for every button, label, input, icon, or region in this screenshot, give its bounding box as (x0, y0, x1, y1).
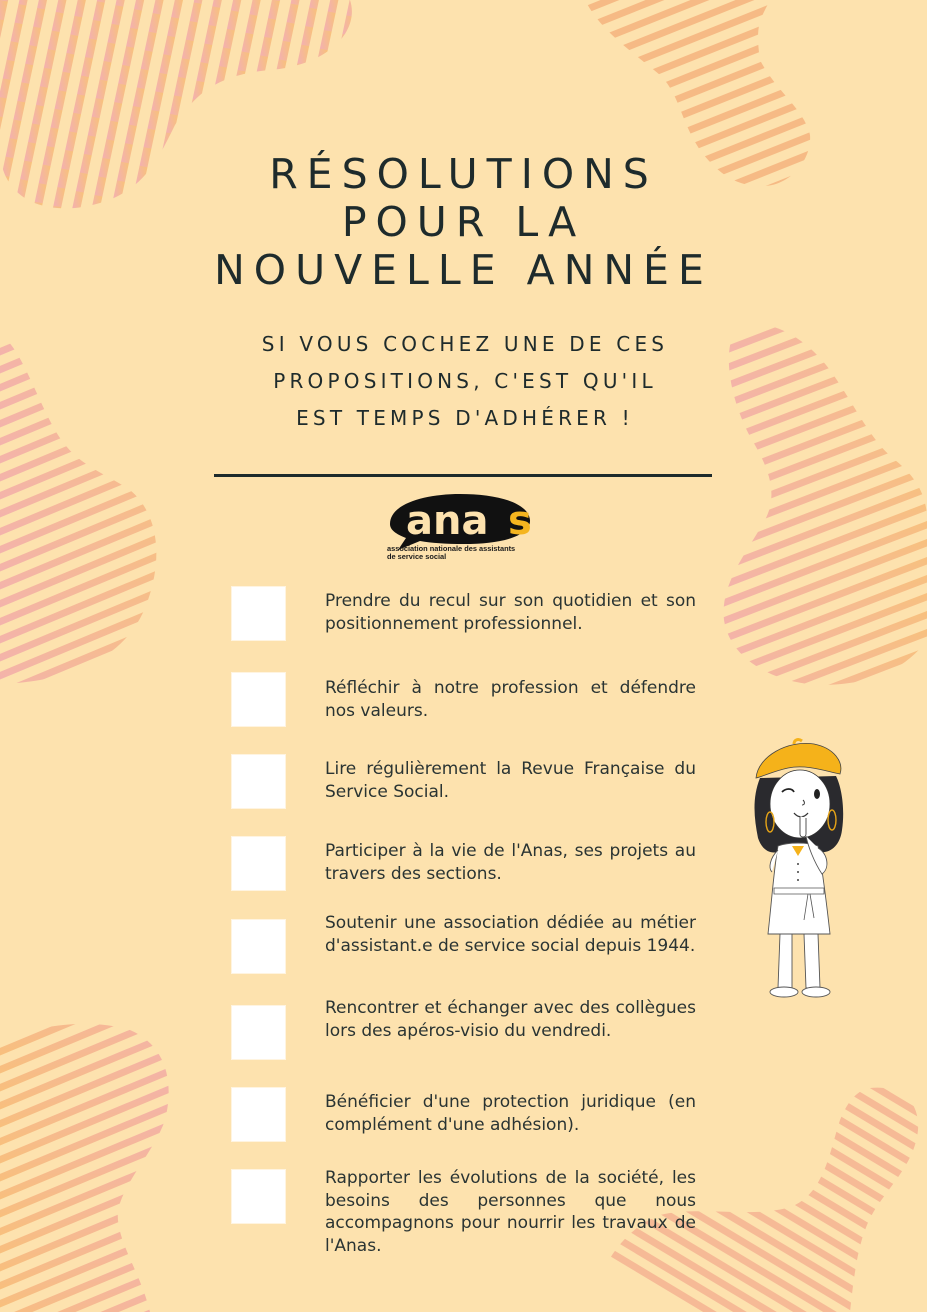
checkbox-6[interactable] (231, 1005, 286, 1060)
logo-tagline (387, 545, 547, 560)
subtitle-line: EST TEMPS D'ADHÉRER ! (296, 406, 634, 430)
logo-word-main: ana (406, 498, 489, 544)
checkbox-7[interactable] (231, 1087, 286, 1142)
divider (214, 474, 712, 477)
checkbox-3[interactable] (231, 754, 286, 809)
logo-word-accent: s (508, 498, 532, 544)
winking-woman-illustration (748, 738, 848, 1002)
logo-tagline-line: association nationale des assistants (387, 544, 516, 553)
checklist-item-text: Réfléchir à notre profession et défendre nos valeurs. (325, 678, 696, 721)
logo-tagline-line: de service social (387, 551, 447, 561)
checklist-item-text: Soutenir une association dédiée au métier d'assistant.e de service social depuis 1944. (325, 913, 696, 956)
subtitle-line: PROPOSITIONS, C'EST QU'IL (273, 369, 657, 393)
checklist-item-text: Bénéficier d'une protection juridique (en complément d'une adhésion). (325, 1092, 696, 1135)
checkbox-8[interactable] (231, 1169, 286, 1224)
title-line: RÉSOLUTIONS (269, 150, 658, 198)
title-line: NOUVELLE ANNÉE (214, 246, 713, 294)
checklist-item-text: Participer à la vie de l'Anas, ses projets au travers des sections. (325, 841, 696, 884)
checkbox-4[interactable] (231, 836, 286, 891)
poster-subtitle (200, 326, 730, 437)
poster-title (0, 150, 927, 294)
checklist-item-text: Lire régulièrement la Revue Française du Service Social. (325, 759, 696, 802)
checklist-item-text: Rapporter les évolutions de la société, les besoins des personnes que nous accompagnons pour nourrir les travaux de l'Anas. (325, 1168, 696, 1256)
subtitle-line: SI VOUS COCHEZ UNE DE CES (261, 332, 669, 356)
checklist-item-text: Rencontrer et échanger avec des collègues lors des apéros-visio du vendredi. (325, 998, 696, 1041)
checkbox-5[interactable] (231, 919, 286, 974)
checklist-item-text: Prendre du recul sur son quotidien et son positionnement professionnel. (325, 591, 696, 634)
checkbox-2[interactable] (231, 672, 286, 727)
title-line: POUR LA (341, 198, 586, 246)
checkbox-1[interactable] (231, 586, 286, 641)
